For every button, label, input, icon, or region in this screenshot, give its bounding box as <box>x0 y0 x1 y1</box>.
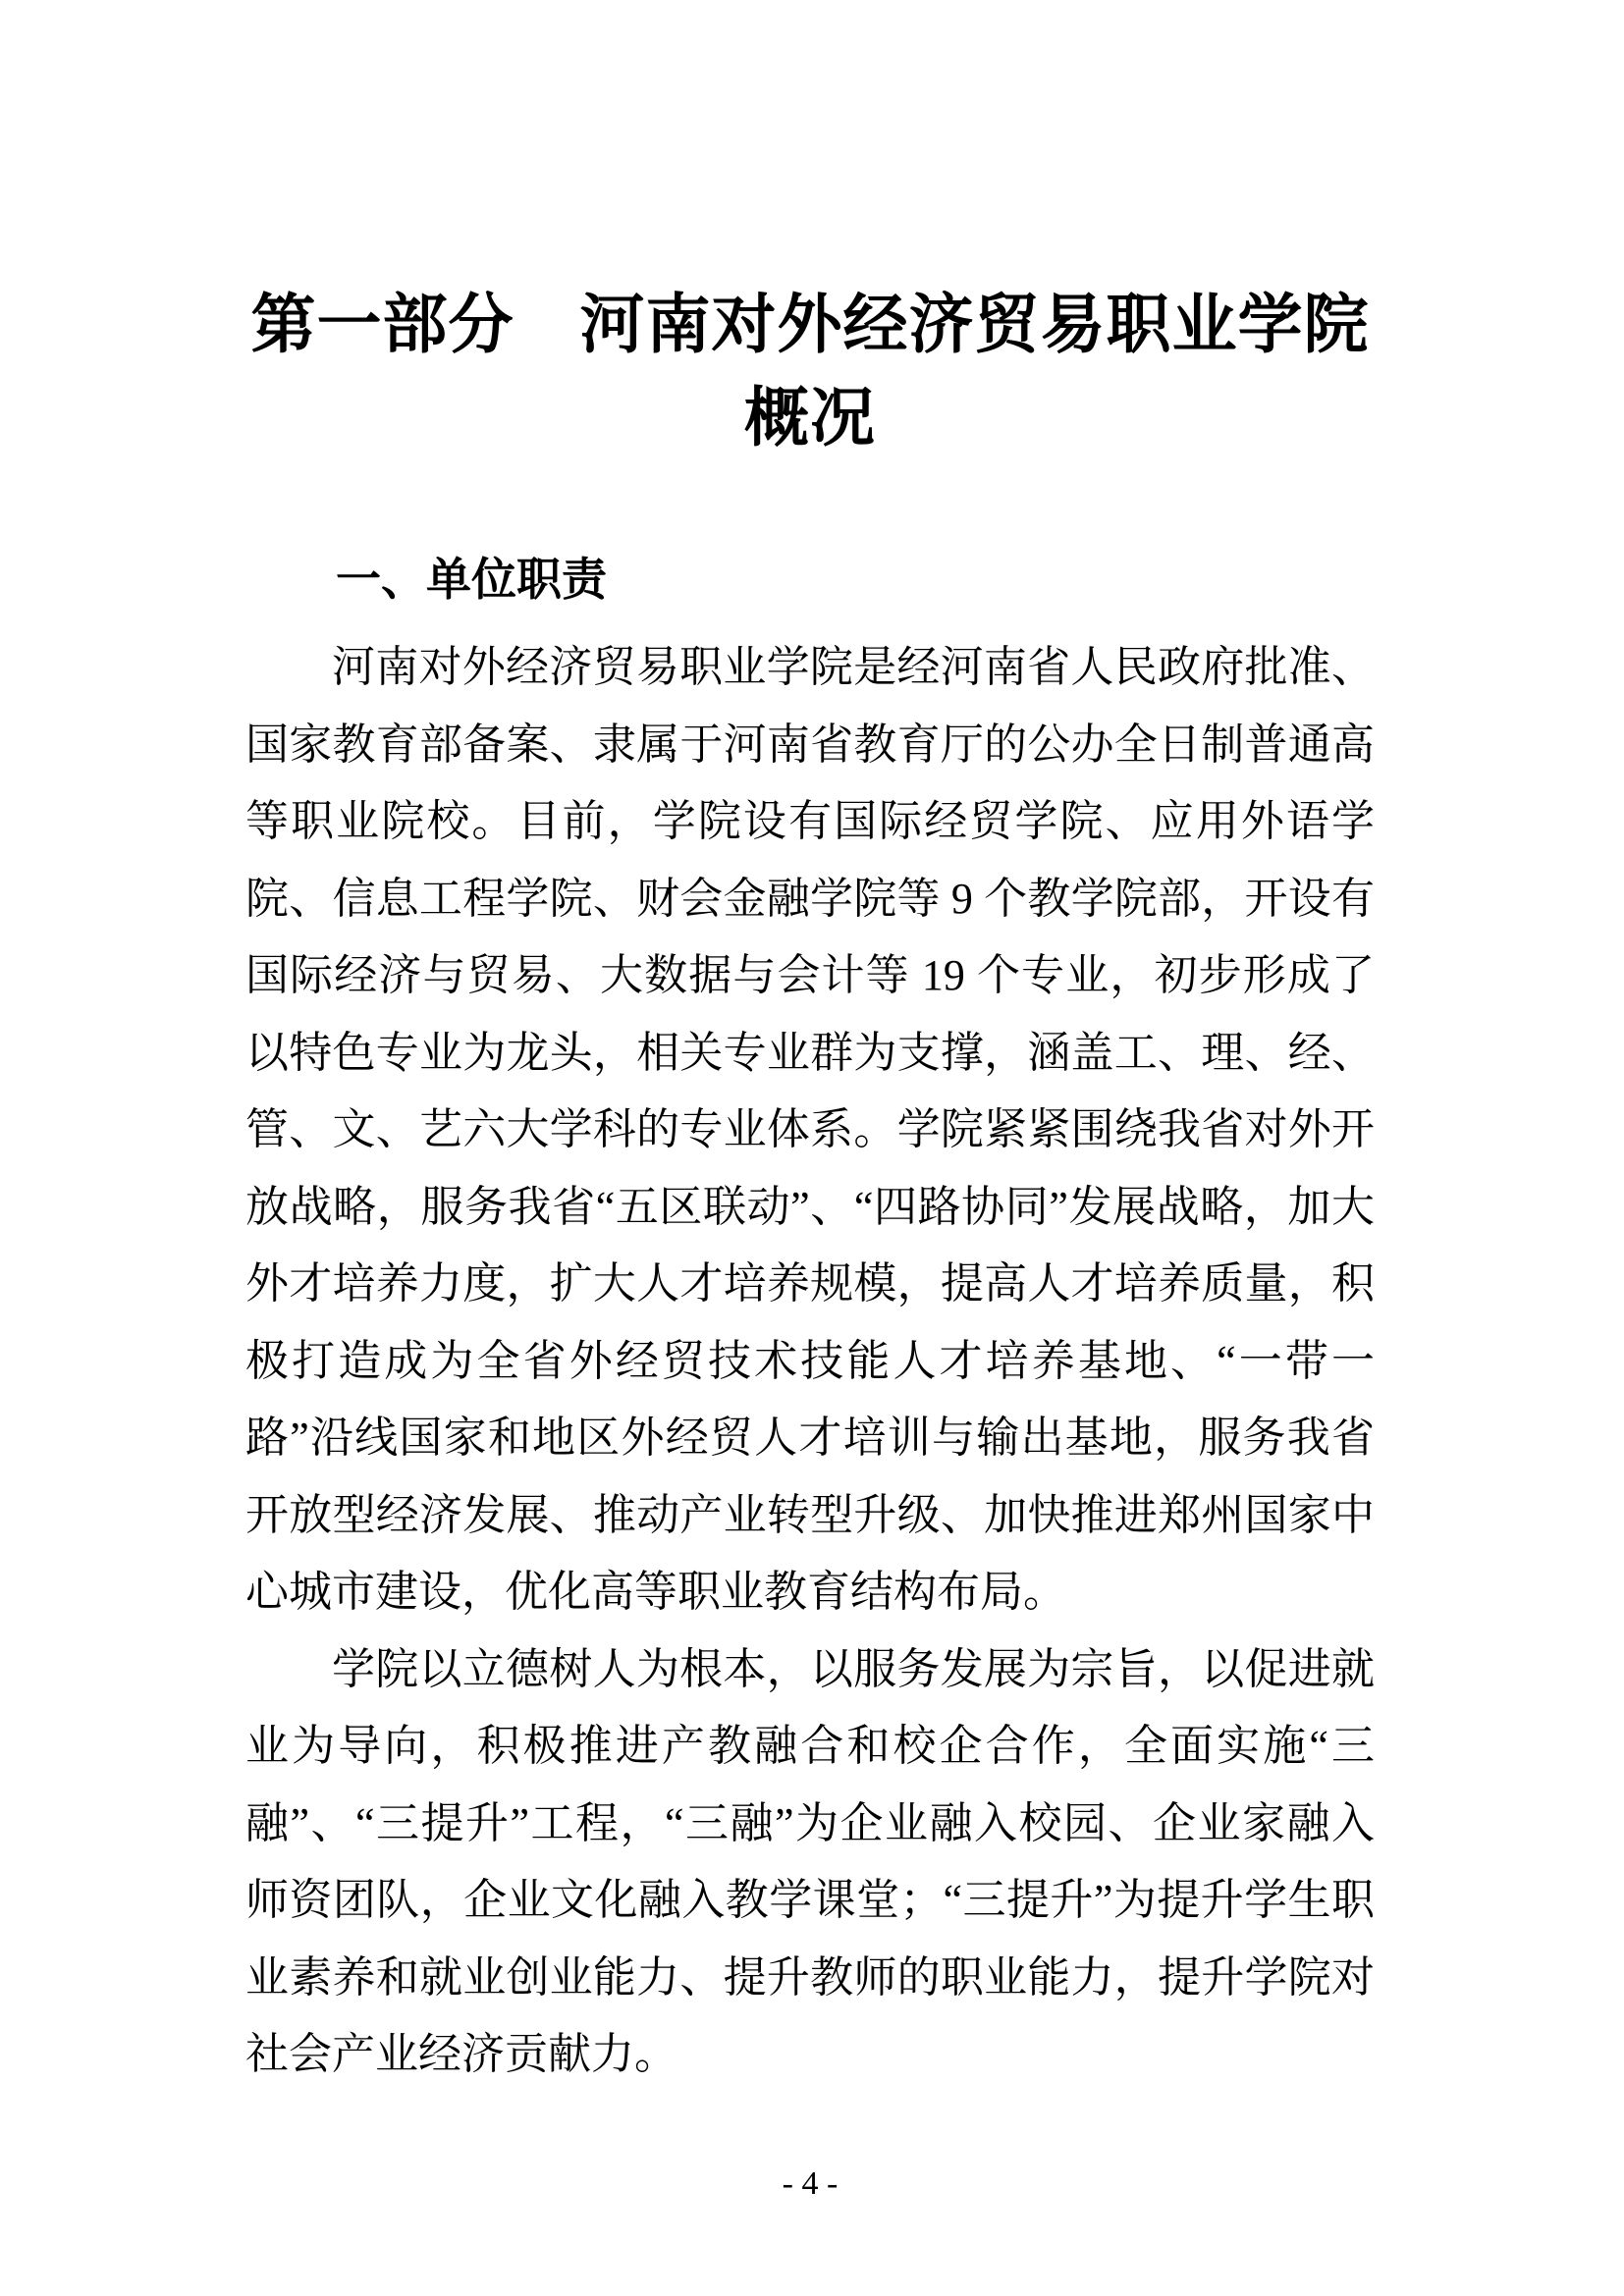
document-title-line-1: 第一部分 河南对外经济贸易职业学院 <box>250 288 1370 360</box>
document-title-line-2: 概况 <box>744 381 876 454</box>
section-heading: 一、单位职责 <box>336 554 607 605</box>
document-title <box>245 0 1375 464</box>
document-page <box>245 0 1375 2094</box>
body-text <box>245 629 1375 2094</box>
paragraph-2: 学院以立德树人为根本，以服务发展为宗旨，以促进就业为导向，积极推进产教融合和校企合作，全面实施“三融”、“三提升”工程，“三融”为企业融入校园、企业家融入师资团队，企业文化融入教学课堂；“三提升”为提升学生职业素养和就业创业能力、提升教师的职业能力，提升学院对社会产业经济贡献力。 <box>245 1644 1375 2078</box>
page-number: - 4 - <box>782 2165 839 2202</box>
paragraph-1: 河南对外经济贸易职业学院是经河南省人民政府批准、国家教育部备案、隶属于河南省教育厅的公办全日制普通高等职业院校。目前，学院设有国际经贸学院、应用外语学院、信息工程学院、财会金融学院等 9 个教学院部，开设有国际经济与贸易、大数据与会计等 19 个专业，初步形成了以特色专业为龙头，相关专业群为支撑，涵盖工、理、经、管、文、艺六大学科的专业体系。学院紧紧围绕我省对外开放战略，服务我省“五区联动”、“四路协同”发展战略，加大外才培养力度，扩大人才培养规模，提高人才培养质量，积极打造成为全省外经贸技术技能人才培养基地、“一带一路”沿线国家和地区外经贸人才培训与输出基地，服务我省开放型经济发展、推动产业转型升级、加快推进郑州国家中心城市建设，优化高等职业教育结构布局。 <box>245 643 1375 1616</box>
